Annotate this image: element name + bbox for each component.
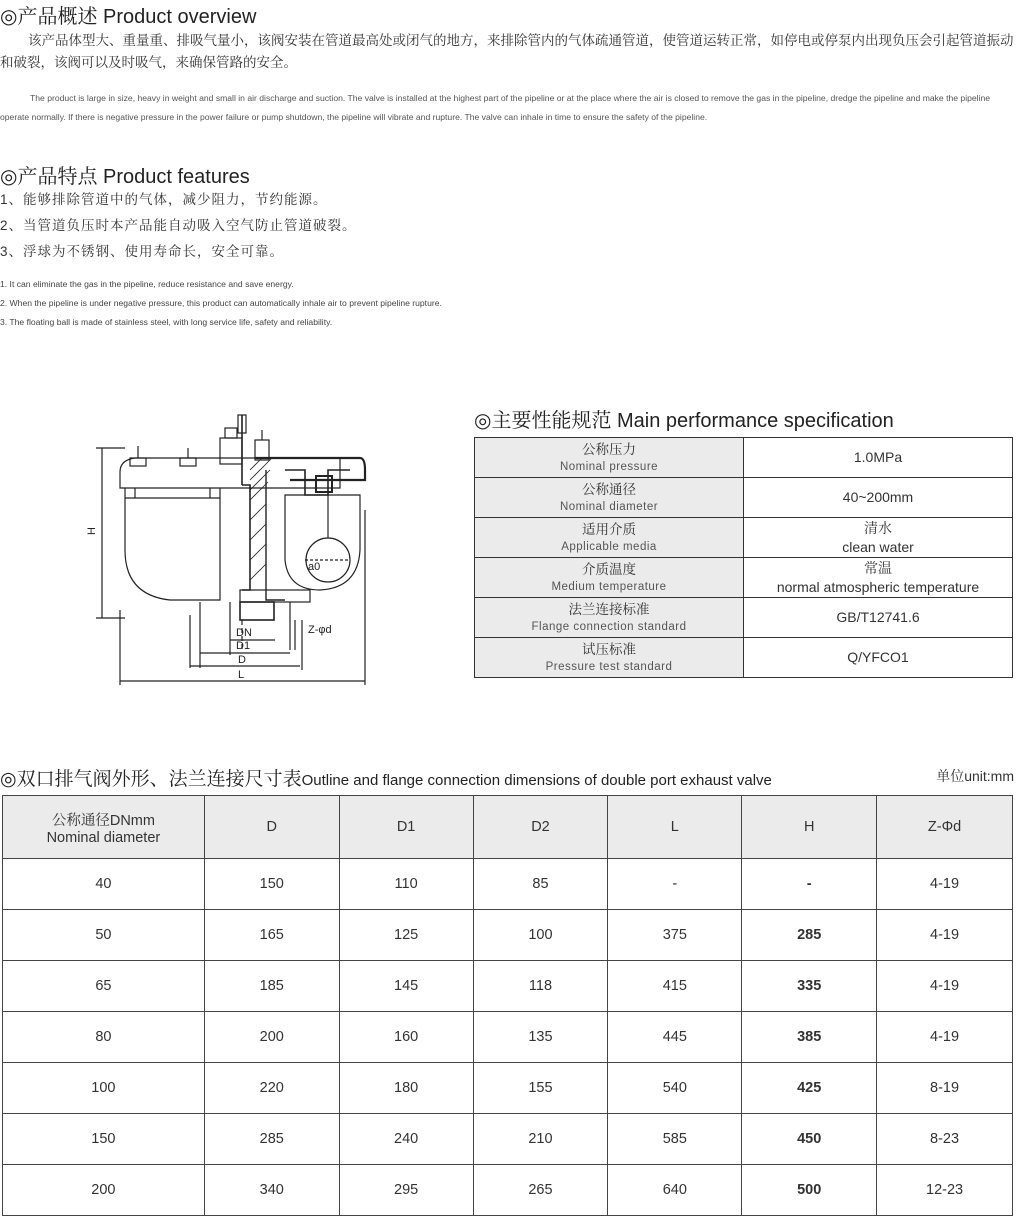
- left-float-chamber: [125, 488, 220, 600]
- table-cell: 100: [473, 910, 608, 961]
- spec-value: 清水 clean water: [744, 518, 1013, 558]
- table-cell: 12-23: [877, 1165, 1013, 1216]
- spec-value: 常温 normal atmospheric temperature: [744, 558, 1013, 598]
- l-label: L: [238, 669, 245, 681]
- table-cell: 145: [339, 961, 473, 1012]
- table-cell: 295: [339, 1165, 473, 1216]
- header-cell: D1: [339, 796, 473, 859]
- top-cover: [120, 458, 340, 488]
- table-cell: 8-19: [877, 1063, 1013, 1114]
- spec-value: 40~200mm: [744, 478, 1013, 518]
- table-cell: 375: [608, 910, 742, 961]
- overview-title: ◎产品概述 Product overview: [0, 6, 257, 28]
- spec-row: [475, 598, 1013, 638]
- flange-body: [240, 602, 274, 620]
- unit-label: 单位unit:mm: [936, 768, 1014, 784]
- table-cell: 160: [339, 1012, 473, 1063]
- feature-cn-item: 3、浮球为不锈钢、使用寿命长，安全可靠。: [0, 244, 285, 259]
- spec-key: 公称压力 Nominal pressure: [475, 438, 744, 478]
- spec-key: 公称通径 Nominal diameter: [475, 478, 744, 518]
- spec-key: 介质温度 Medium temperature: [475, 558, 744, 598]
- table-cell: 125: [339, 910, 473, 961]
- table-row: [3, 1012, 1013, 1063]
- features-cn-list: [0, 187, 600, 265]
- overview-en-text: The product is large in size, heavy in weight and small in air discharge and suction. The valve is installed at the highest part of the pipeline or at the place where the air is closed to remove the gas in the pipeline, dredge the pipeline and make the pipeline operate normally. If there is negative pressure in the power failure or pump shutdown, the pipeline will vibrate and rupture. The valve can inhale in time to ensure the safety of the pipeline.: [0, 93, 991, 122]
- features-title: ◎产品特点 Product features: [0, 166, 250, 188]
- table-cell: 220: [204, 1063, 339, 1114]
- table-cell: 385: [742, 1012, 877, 1063]
- table-cell: 165: [204, 910, 339, 961]
- spec-value: 1.0MPa: [744, 438, 1013, 478]
- table-cell: 500: [742, 1165, 877, 1216]
- feature-cn-item: 2、当管道负压时本产品能自动吸入空气防止管道破裂。: [0, 218, 357, 233]
- table-cell: 285: [204, 1114, 339, 1165]
- overview-cn-text: 该产品体型大、重量重、排吸气量小，该阀安装在管道最高处或闭气的地方，来排除管内的气体疏通管道，使管道运转正常，如停电或停泵内出现负压会引起管道振动和破裂，该阀可以及时吸气，来确保管路的安全。: [0, 33, 1014, 70]
- spec-row: [475, 638, 1013, 678]
- h-label: H: [86, 527, 98, 535]
- table-cell: 240: [339, 1114, 473, 1165]
- table-cell: 450: [742, 1114, 877, 1165]
- table-cell: 180: [339, 1063, 473, 1114]
- table-row: [3, 1165, 1013, 1216]
- a0-label: a0: [308, 561, 321, 573]
- table-cell: 185: [204, 961, 339, 1012]
- table-row: [3, 1114, 1013, 1165]
- header-cell: H: [742, 796, 877, 859]
- table-cell: 50: [3, 910, 205, 961]
- valve-technical-drawing: [86, 410, 380, 690]
- table-cell: -: [608, 859, 742, 910]
- table-cell: 200: [204, 1012, 339, 1063]
- spec-row: [475, 478, 1013, 518]
- table-cell: 155: [473, 1063, 608, 1114]
- feature-en-item: 3. The floating ball is made of stainless steel, with long service life, safety and reliability.: [0, 317, 333, 327]
- spec-key: 法兰连接标准 Flange connection standard: [475, 598, 744, 638]
- table-cell: 135: [473, 1012, 608, 1063]
- header-cell: Z-Φd: [877, 796, 1013, 859]
- table-cell: 100: [3, 1063, 205, 1114]
- features-en-list: [0, 275, 545, 332]
- spec-value: Q/YFCO1: [744, 638, 1013, 678]
- table-cell: 640: [608, 1165, 742, 1216]
- spec-key: 试压标准 Pressure test standard: [475, 638, 744, 678]
- table-cell: 335: [742, 961, 877, 1012]
- dn-label: DN: [236, 627, 252, 639]
- header-cell: D: [204, 796, 339, 859]
- table-cell: 415: [608, 961, 742, 1012]
- table-cell: 65: [3, 961, 205, 1012]
- table-cell: 150: [204, 859, 339, 910]
- table-cell: 4-19: [877, 1012, 1013, 1063]
- table-row: [3, 910, 1013, 961]
- dims-title-cn: ◎双口排气阀外形、法兰连接尺寸表: [0, 769, 302, 790]
- table-row: [3, 859, 1013, 910]
- spec-row: [475, 558, 1013, 598]
- dims-header-row: [3, 796, 1013, 859]
- table-cell: 340: [204, 1165, 339, 1216]
- table-row: [3, 961, 1013, 1012]
- table-cell: 210: [473, 1114, 608, 1165]
- table-cell: 4-19: [877, 910, 1013, 961]
- header-cell: L: [608, 796, 742, 859]
- d-label: D: [238, 654, 246, 666]
- table-cell: 110: [339, 859, 473, 910]
- feature-en-item: 1. It can eliminate the gas in the pipeline, reduce resistance and save energy.: [0, 279, 294, 289]
- table-cell: 40: [3, 859, 205, 910]
- spec-row: [475, 438, 1013, 478]
- spec-title: ◎主要性能规范 Main performance specification: [474, 410, 894, 432]
- table-cell: 285: [742, 910, 877, 961]
- table-cell: 150: [3, 1114, 205, 1165]
- spec-row: [475, 518, 1013, 558]
- table-cell: 85: [473, 859, 608, 910]
- table-cell: 8-23: [877, 1114, 1013, 1165]
- feature-en-item: 2. When the pipeline is under negative pressure, this product can automatically inhale air to prevent pipeline rupture.: [0, 298, 442, 308]
- table-cell: 425: [742, 1063, 877, 1114]
- table-cell: 80: [3, 1012, 205, 1063]
- spec-value: GB/T12741.6: [744, 598, 1013, 638]
- z-phi-d-label: Z-φd: [308, 624, 332, 636]
- table-cell: 4-19: [877, 961, 1013, 1012]
- table-cell: 118: [473, 961, 608, 1012]
- feature-cn-item: 1、能够排除管道中的气体，减少阻力，节约能源。: [0, 192, 328, 207]
- d1-label: D1: [236, 640, 251, 652]
- table-cell: 200: [3, 1165, 205, 1216]
- dims-title: [0, 764, 772, 791]
- header-cell: 公称通径DNmm Nominal diameter: [3, 796, 205, 859]
- table-row: [3, 1063, 1013, 1114]
- right-float-chamber: [285, 495, 360, 590]
- table-cell: -: [742, 859, 877, 910]
- header-cell: D2: [473, 796, 608, 859]
- table-cell: 540: [608, 1063, 742, 1114]
- table-cell: 445: [608, 1012, 742, 1063]
- spec-key: 适用介质 Applicable media: [475, 518, 744, 558]
- dims-title-en: Outline and flange connection dimensions of double port exhaust valve: [301, 772, 772, 789]
- table-cell: 585: [608, 1114, 742, 1165]
- table-cell: 4-19: [877, 859, 1013, 910]
- dimensions-table: [2, 795, 1013, 1216]
- table-cell: 265: [473, 1165, 608, 1216]
- spec-table: [474, 437, 1013, 678]
